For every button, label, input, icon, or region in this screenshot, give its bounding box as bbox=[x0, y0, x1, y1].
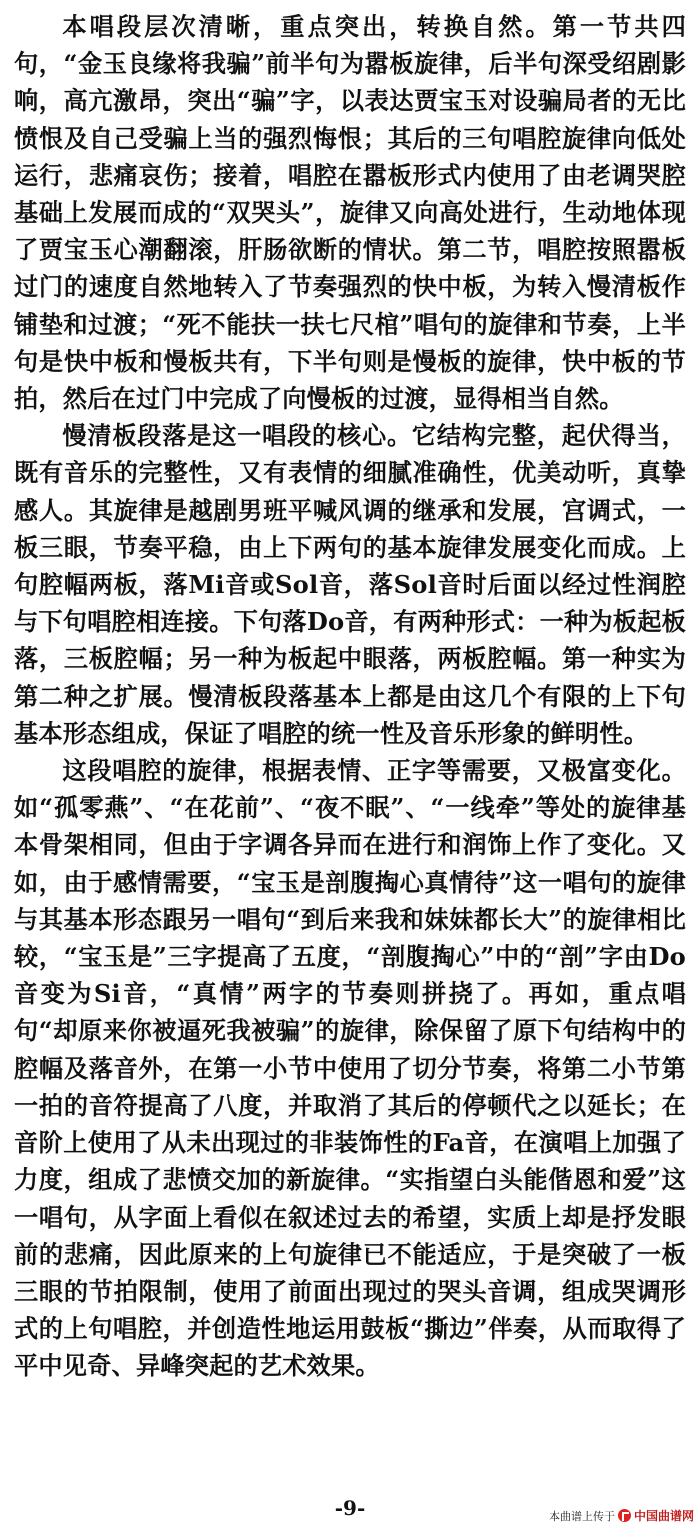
document-page bbox=[14, 8, 686, 1385]
paragraph-3: 这段唱腔的旋律，根据表情、正字等需要，又极富变化。如“孤零燕”、“在花前”、“夜不眠”、“一线牵”等处的旋律基本骨架相同，但由于字调各异而在进行和润饰上作了变化。又如，由于感情需要，“宝玉是剖腹掏心真情待”这一唱句的旋律与其基本形态跟另一唱句“到后来我和妹妹都长大”的旋律相比较，“宝玉是”三字提高了五度，“剖腹掏心”中的“剖”字由Do音变为Si音，“真情”两字的节奏则拼挠了。再如，重点唱句“却原来你被逼死我被骗”的旋律，除保留了原下句结构中的腔幅及落音外，在第一小节中使用了切分节奏，将第二小节第一拍的音符提高了八度，并取消了其后的停顿代之以延长；在音阶上使用了从未出现过的非装饰性的Fa音，在演唱上加强了力度，组成了悲愤交加的新旋律。“实指望白头能偕恩和爱”这一唱句，从字面上看似在叙述过去的希望，实质上却是抒发眼前的悲痛，因此原来的上句旋律已不能适应，于是突破了一板三眼的节拍限制，使用了前面出现过的哭头音调，组成哭调形式的上句唱腔，并创造性地运用鼓板“撕边”伴奏，从而取得了平中见奇、异峰突起的艺术效果。 bbox=[14, 756, 686, 1381]
logo-icon bbox=[618, 1509, 631, 1522]
watermark bbox=[549, 1507, 694, 1524]
paragraph-2: 慢清板段落是这一唱段的核心。它结构完整，起伏得当，既有音乐的完整性，又有表情的细腻准确性，优美动听，真挚感人。其旋律是越剧男班平喊风调的继承和发展，宫调式，一板三眼，节奏平稳，由上下两句的基本旋律发展变化而成。上句腔幅两板，落Mi音或Sol音，落Sol音时后面以经过性润腔与下句唱腔相连接。下句落Do音，有两种形式：一种为板起板落，三板腔幅；另一种为板起中眼落，两板腔幅。第一种实为第二种之扩展。慢清板段落基本上都是由这几个有限的上下句基本形态组成，保证了唱腔的统一性及音乐形象的鲜明性。 bbox=[14, 421, 686, 748]
watermark-brand: 中国曲谱网 bbox=[633, 1509, 694, 1523]
watermark-prefix: 本曲谱上传于 bbox=[548, 1509, 615, 1523]
page-number: -9- bbox=[334, 1496, 366, 1520]
paragraph-1: 本唱段层次清晰，重点突出，转换自然。第一节共四句，“金玉良缘将我骗”前半句为嚣板旋律，后半句深受绍剧影响，高亢激昂，突出“骗”字，以表达贾宝玉对设骗局者的无比愤恨及自己受骗上当的强烈悔恨；其后的三句唱腔旋律向低处运行，悲痛哀伤；接着，唱腔在嚣板形式内使用了由老调哭腔基础上发展而成的“双哭头”，旋律又向高处进行，生动地体现了贾宝玉心潮翻滚，肝肠欲断的情状。第二节，唱腔按照嚣板过门的速度自然地转入了节奏强烈的快中板，为转入慢清板作铺垫和过渡；“死不能扶一扶七尺棺”唱句的旋律和节奏，上半句是快中板和慢板共有，下半句则是慢板的旋律，快中板的节拍，然后在过门中完成了向慢板的过渡，显得相当自然。 bbox=[14, 12, 686, 414]
